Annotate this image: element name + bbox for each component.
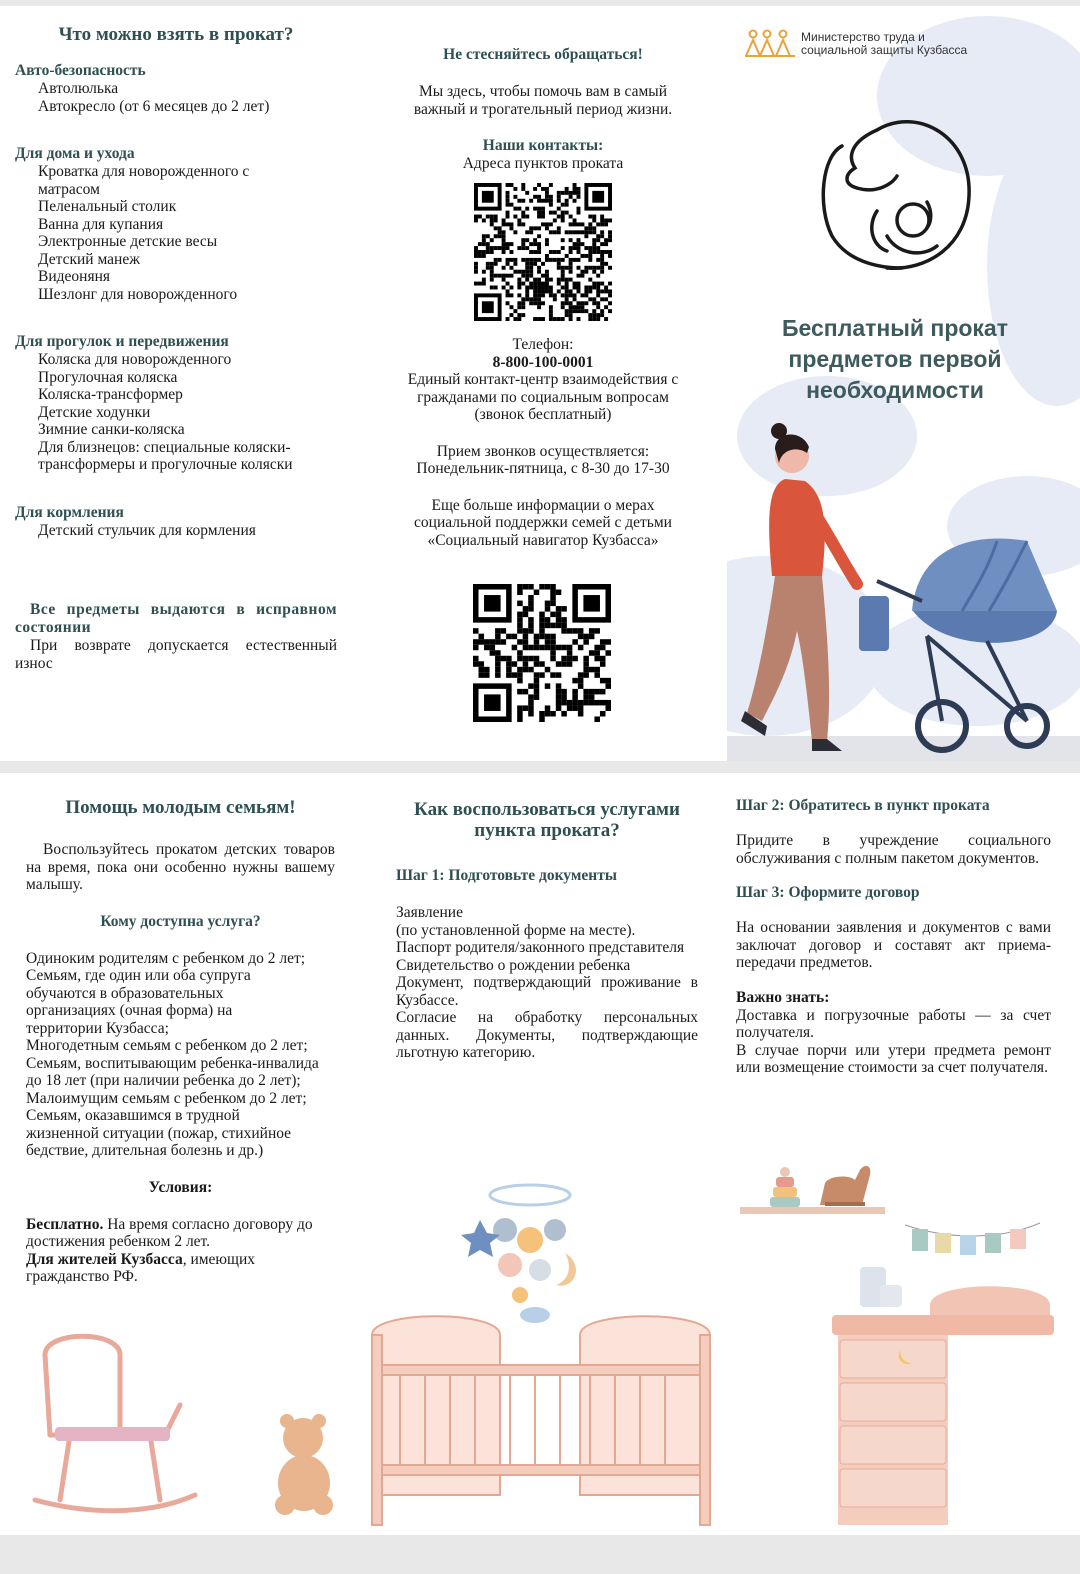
help-title: Помощь молодым семьям! (65, 797, 296, 818)
list-item: Видеоняня (38, 268, 110, 285)
brochure-outer-side (0, 6, 1080, 761)
contact-center-text: Единый контакт-центр взаимодействия с гражданами по социальным вопросам (звонок бесплатный) (407, 371, 679, 423)
rental-items-panel (15, 24, 337, 672)
teddy-bear-icon (275, 1414, 333, 1515)
list-item: Детские ходунки (38, 403, 151, 421)
condition-free-text: На время согласно договору до достижения ребенком 2 лет. (26, 1215, 313, 1250)
rocking-chair-icon (35, 1336, 195, 1510)
how-to-panel (396, 799, 698, 1062)
condition-residents-label: Для жителей Кузбасса (26, 1250, 183, 1268)
help-intro: Воспользуйтесь прокатом детских товаров на время, пока они особенно нужны вашему малышу. (26, 841, 335, 893)
step3-text: На основании заявления и документов с вами заключат договор и составят акт приема-передачи предметов. (736, 919, 1051, 971)
step2-title: Шаг 2: Обратитесь в пункт проката (736, 797, 990, 814)
addresses-qr-code[interactable] (474, 183, 612, 321)
rocking-horse-icon (820, 1166, 870, 1206)
list-item: Детский манеж (38, 250, 140, 268)
cover-title: Бесплатный прокат предметов первой необходимости (782, 315, 1008, 403)
category-home (15, 145, 337, 303)
hours-label: Прием звонков осуществляется: (436, 442, 650, 460)
baby-mobile-icon (461, 1218, 576, 1323)
list-item: Малоимущим семьям с ребенком до 2 лет; (26, 1089, 307, 1107)
condition-free-label: Бесплатно. (26, 1215, 104, 1233)
document-item: Свидетельство о рождении ребенка (396, 956, 631, 974)
list-item: Семьям, где один или оба супруга обучаются в образовательных организациях (очная форма) на территории Кузбасса; (26, 967, 251, 1037)
conditions-title: Условия: (148, 1178, 213, 1196)
hours-text: Понедельник-пятница, с 8-30 до 17-30 (416, 460, 670, 477)
list-item: Семьям, воспитывающим ребенка-инвалида до 18 лет (при наличии ребенка до 2 лет); (26, 1054, 319, 1089)
document-item: Документ, подтверждающий проживание в Кузбассе. (396, 974, 698, 1009)
navigator-qr-code[interactable] (473, 584, 611, 722)
document-item: Паспорт родителя/законного представителя (396, 939, 685, 956)
qr-code-graphic (473, 584, 611, 722)
list-item: Пеленальный столик (38, 198, 177, 215)
category-title: Для кормления (15, 503, 124, 521)
category-title: Авто-безопасность (15, 62, 146, 79)
document-item: Заявление (396, 904, 463, 921)
rental-items-title: Что можно взять в прокат? (58, 24, 294, 45)
list-item: Электронные детские весы (38, 233, 218, 250)
phone-block (395, 336, 691, 549)
category-title: Для дома и ухода (15, 145, 135, 162)
baby-crib-icon (372, 1316, 710, 1525)
condition-note-title: Все предметы выдаются в исправном состоянии (15, 601, 337, 636)
step2-text: Придите в учреждение социального обслуживания с полным пакетом документов. (736, 832, 1051, 867)
list-item: Семьям, оказавшимся в трудной жизненной ситуации (пожар, стихийное бедствие, длительная болезнь и др.) (26, 1107, 292, 1159)
qr-code-graphic (474, 183, 612, 321)
phone-label: Телефон: (512, 336, 574, 353)
list-item: Коляска для новорожденного (38, 351, 232, 368)
contacts-intro: Мы здесь, чтобы помочь вам в самый важный и трогательный период жизни. (413, 83, 673, 118)
condition-note-text: При возврате допускается естественный износ (15, 637, 337, 672)
more-info-text: Еще больше информации о мерах социальной поддержки семей с детьми «Социальный навигатор Кузбасса» (414, 496, 672, 549)
contacts-title: Наши контакты: (482, 137, 604, 154)
mother-with-stroller-illustration (727, 401, 1080, 761)
list-item: Автолюлька (38, 80, 119, 97)
how-title: Как воспользоваться услугами пункта проката? (414, 799, 680, 841)
list-item: Ванна для купания (38, 215, 164, 233)
list-item: Кроватка для новорожденного с матрасом (38, 163, 250, 198)
pyramid-toy-icon (770, 1167, 800, 1207)
list-item: Многодетным семьям с ребенком до 2 лет; (26, 1037, 308, 1054)
contacts-panel-title: Не стесняйтесь обращаться! (443, 46, 643, 63)
steps-panel (736, 797, 1051, 1077)
document-item: Согласие на обработку персональных данных. Документы, подтверждающие льготную категорию. (396, 1009, 698, 1061)
ministry-name: Министерство труда и социальной защиты Кузбасса (801, 30, 968, 57)
brochure-inner-side (0, 773, 1080, 1535)
category-feeding (15, 504, 337, 540)
important-item: Доставка и погрузочные работы — за счет получателя. (736, 1006, 1051, 1041)
list-item: Зимние санки-коляска (38, 421, 185, 438)
important-item: В случае порчи или утери предмета ремонт или возмещение стоимости за счет получателя. (736, 1041, 1051, 1076)
list-item: Коляска-трансформер (38, 386, 183, 403)
phone-number[interactable]: 8-800-100-0001 (492, 353, 594, 371)
list-item: Детский стульчик для кормления (38, 521, 256, 539)
step1-title: Шаг 1: Подготовьте документы (396, 867, 617, 884)
dresser-icon (832, 1267, 1054, 1525)
nursery-furniture-illustration (0, 1105, 1080, 1535)
category-walks (15, 333, 337, 474)
document-item: (по установленной форме на месте). (396, 921, 636, 939)
list-item: Прогулочная коляска (38, 368, 178, 386)
cover-panel (727, 6, 1080, 761)
list-item: Одиноким родителям с ребенком до 2 лет; (26, 949, 306, 967)
ministry-emblem-icon (743, 28, 797, 58)
contacts-panel (395, 46, 691, 173)
list-item: Шезлонг для новорожденного (38, 285, 238, 303)
who-title: Кому доступна услуга? (100, 912, 261, 930)
step3-title: Шаг 3: Оформите договор (736, 884, 920, 901)
ministry-logo (743, 26, 1073, 62)
list-item: Для близнецов: специальные коляски-трансформеры и прогулочные коляски (38, 438, 293, 473)
important-title: Важно знать: (736, 988, 830, 1006)
condition-residents-text: , имеющих гражданство РФ. (26, 1250, 255, 1285)
category-title: Для прогулок и передвижения (15, 333, 229, 350)
category-auto (15, 62, 337, 115)
addresses-label: Адреса пунктов проката (462, 155, 624, 172)
list-item: Автокресло (от 6 месяцев до 2 лет) (38, 97, 270, 115)
